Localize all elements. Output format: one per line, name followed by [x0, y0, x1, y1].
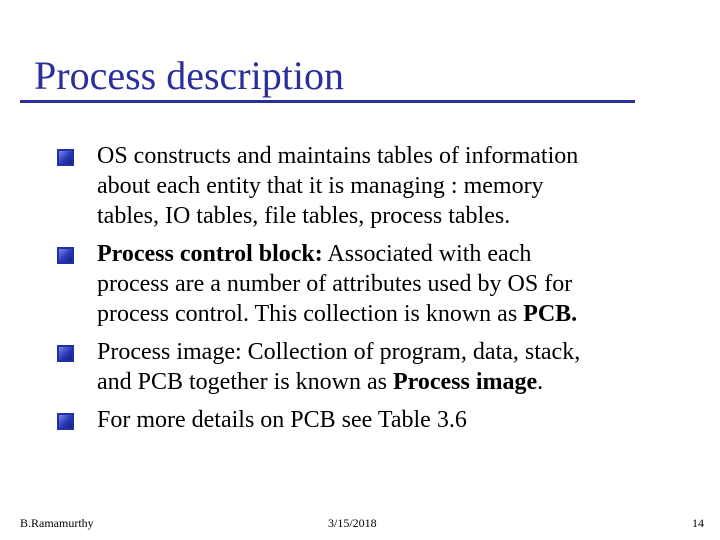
- text-segment: OS constructs and maintains tables of information: [97, 143, 579, 169]
- bullet-diamond-icon: [57, 345, 74, 362]
- bullet-text-line: [97, 171, 707, 201]
- bullet-text-line: [97, 299, 707, 329]
- bullet-text-line: [97, 269, 707, 299]
- bold-text: Process image: [392, 369, 538, 395]
- text-segment: about each entity that it is managing : memory: [97, 173, 544, 199]
- bold-text: Process control block:: [97, 241, 323, 267]
- bullet-diamond-icon: [57, 247, 74, 264]
- footer-author: B.Ramamurthy: [20, 516, 94, 530]
- bullet-diamond-icon: [57, 413, 74, 430]
- bullet-item: [57, 337, 707, 397]
- slide-title: Process description: [34, 53, 344, 98]
- bullet-item: [57, 239, 707, 329]
- bullet-diamond-icon: [57, 149, 74, 166]
- footer-date: 3/15/2018: [328, 516, 377, 530]
- text-segment: Process image: Collection of program, data, stack,: [97, 339, 581, 365]
- bullet-list: [57, 141, 707, 443]
- text-segment: process control. This collection is known as: [97, 301, 524, 327]
- bullet-text-line: [97, 141, 707, 171]
- bullet-item: [57, 405, 707, 435]
- title-underline: [20, 100, 635, 103]
- bullet-text-line: [97, 239, 707, 269]
- text-segment: tables, IO tables, file tables, process tables.: [97, 203, 511, 229]
- text-segment: For more details on PCB see Table 3.6: [97, 407, 467, 433]
- bullet-text-line: [97, 367, 707, 397]
- bullet-text-line: [97, 405, 707, 435]
- bullet-text-line: [97, 201, 707, 231]
- text-segment: .: [537, 369, 544, 395]
- bullet-text-line: [97, 337, 707, 367]
- text-segment: Associated with each: [322, 241, 532, 267]
- bold-text: PCB.: [523, 301, 578, 327]
- text-segment: and PCB together is known as: [97, 369, 393, 395]
- bullet-item: [57, 141, 707, 231]
- text-segment: process are a number of attributes used by OS for: [97, 271, 573, 297]
- footer-page-number: 14: [692, 516, 704, 530]
